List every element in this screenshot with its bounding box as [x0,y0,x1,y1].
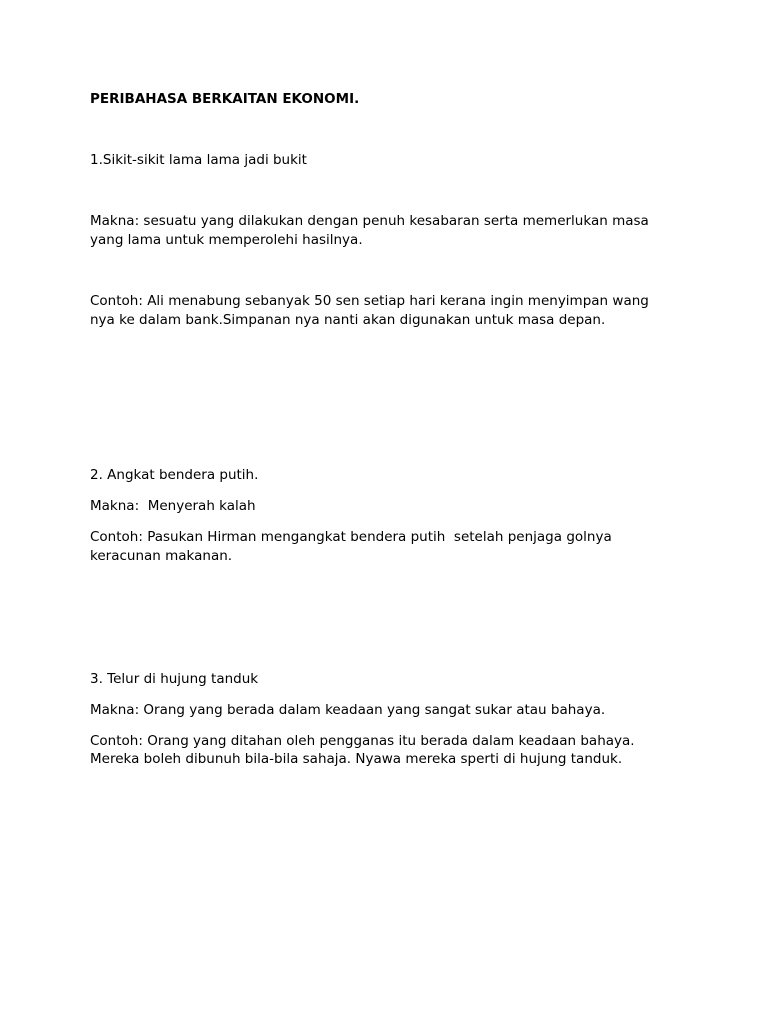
entry-2-heading: 2. Angkat bendera putih. [90,467,259,483]
entry-1-contoh-line-2: nya ke dalam bank.Simpanan nya nanti akan digunakan untuk masa depan. [90,312,606,328]
entry-3-makna-line-1: Makna: Orang yang berada dalam keadaan yang sangat sukar atau bahaya. [90,702,606,718]
entry-2-contoh-line-2: keracunan makanan. [90,548,233,564]
entry-1-makna-line-2: yang lama untuk memperolehi hasilnya. [90,232,363,248]
entry-3-heading: 3. Telur di hujung tanduk [90,671,259,687]
entry-1-heading: 1.Sikit-sikit lama lama jadi bukit [90,152,307,168]
entry-3-contoh-line-2: Mereka boleh dibunuh bila-bila sahaja. Nyawa mereka sperti di hujung tanduk. [90,751,623,767]
entry-1-contoh-line-1: Contoh: Ali menabung sebanyak 50 sen setiap hari kerana ingin menyimpan wang [90,293,649,309]
entry-1-makna-line-1: Makna: sesuatu yang dilakukan dengan penuh kesabaran serta memerlukan masa [90,213,649,229]
document-title: PERIBAHASA BERKAITAN EKONOMI. [90,91,360,107]
entry-3-contoh-line-1: Contoh: Orang yang ditahan oleh pengganas itu berada dalam keadaan bahaya. [90,733,635,749]
entry-2-contoh-line-1: Contoh: Pasukan Hirman mengangkat bendera putih setelah penjaga golnya [90,529,612,545]
entry-2-makna-line-1: Makna: Menyerah kalah [90,498,256,514]
